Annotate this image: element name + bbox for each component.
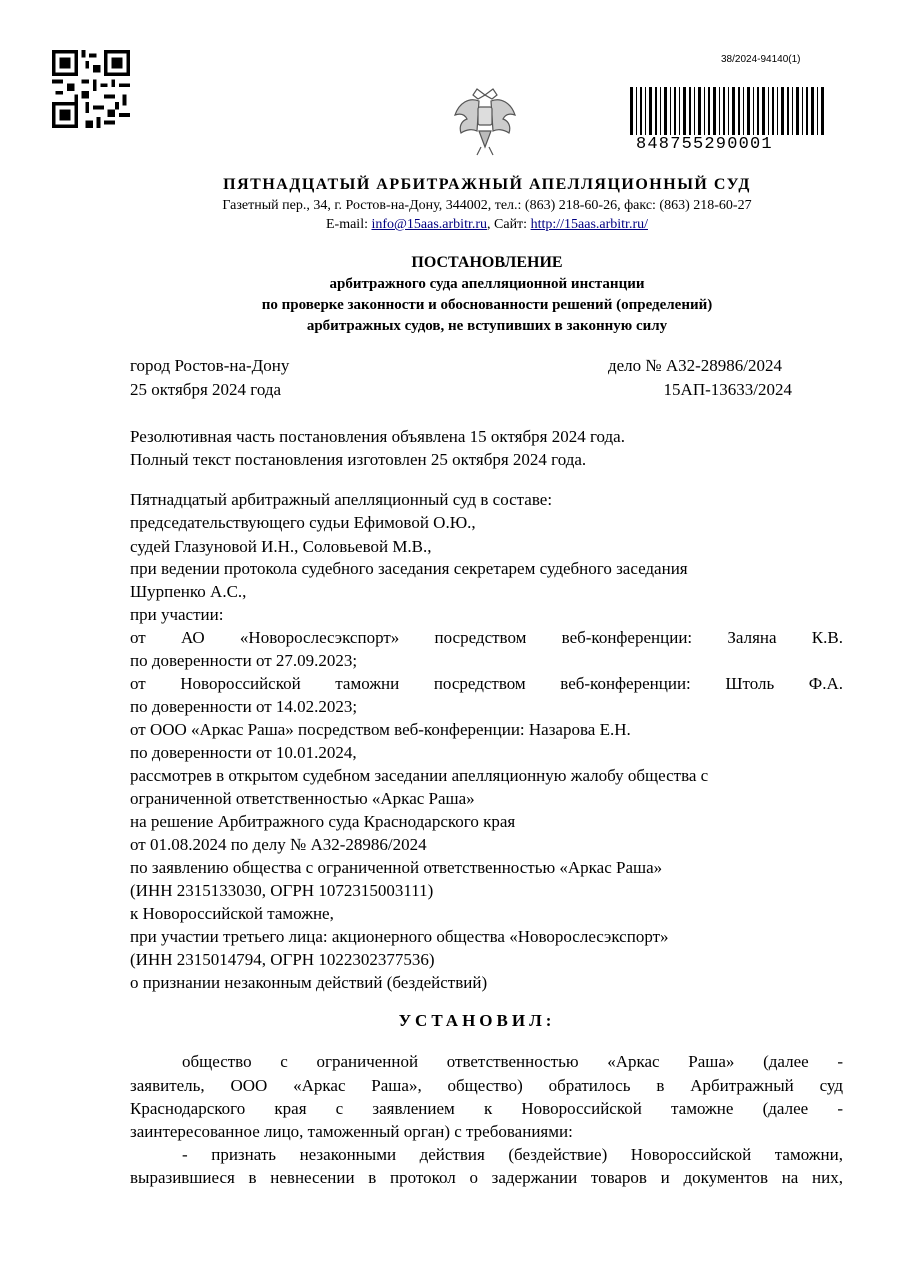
coat-of-arms-emblem-icon <box>451 85 519 157</box>
paragraph-line: заявитель, ООО «Аркас Раша», общество) обратилось в Арбитражный суд <box>130 1076 843 1095</box>
body-line: судей Глазуновой И.Н., Соловьевой М.В., <box>130 537 432 556</box>
body-line: (ИНН 2315133030, ОГРН 1072315003111) <box>130 881 434 900</box>
qr-code-icon <box>52 50 130 128</box>
paragraph-line: общество с ограниченной ответственностью «Аркас Раша» (далее - <box>182 1052 843 1071</box>
paragraph-line: заинтересованное лицо, таможенный орган) с требованиями: <box>130 1122 573 1141</box>
body-line: от ООО «Аркас Раша» посредством веб-конференции: Назарова Е.Н. <box>130 720 631 739</box>
section-heading: УСТАНОВИЛ: <box>398 1011 556 1030</box>
body-line: от Новороссийской таможни посредством веб-конференции: Штоль Ф.А. <box>130 674 843 693</box>
body-line: рассмотрев в открытом судебном заседании апелляционную жалобу общества с <box>130 766 709 785</box>
court-contacts <box>0 217 909 233</box>
body-line: по доверенности от 14.02.2023; <box>130 697 358 716</box>
paragraph-line: Краснодарского края с заявлением к Новороссийской таможне (далее - <box>130 1099 843 1118</box>
paragraph-line: выразившиеся в невнесении в протокол о задержании товаров и документов на них, <box>130 1168 843 1187</box>
document-title: ПОСТАНОВЛЕНИЕ <box>411 254 563 271</box>
document-subtitle-3: арбитражных судов, не вступивших в законную силу <box>306 318 668 334</box>
announce-line: Полный текст постановления изготовлен 25 октября 2024 года. <box>130 450 587 469</box>
email-label: E-mail: <box>325 217 372 232</box>
court-name: ПЯТНАДЦАТЫЙ АРБИТРАЖНЫЙ АПЕЛЛЯЦИОННЫЙ СУД <box>223 176 751 193</box>
body-line: к Новороссийской таможне, <box>130 904 334 923</box>
barcode-number: 848755290001 <box>636 135 773 154</box>
body-line: Пятнадцатый арбитражный апелляционный суд в составе: <box>130 490 553 509</box>
site-label: , Сайт: <box>487 217 531 232</box>
body-line: (ИНН 2315014794, ОГРН 1022302377536) <box>130 950 435 969</box>
body-line: при участии третьего лица: акционерного общества «Новорослесэкспорт» <box>130 927 669 946</box>
barcode-icon <box>628 87 826 141</box>
meta-city: город Ростов-на-Дону <box>130 356 290 375</box>
announce-line: Резолютивная часть постановления объявлена 15 октября 2024 года. <box>130 427 625 446</box>
body-line: Шурпенко А.С., <box>130 582 247 601</box>
paragraph-line: - признать незаконными действия (бездействие) Новороссийской таможни, <box>182 1145 843 1164</box>
body-line: о признании незаконным действий (бездействий) <box>130 973 488 992</box>
document-id: 38/2024-94140(1) <box>721 54 801 65</box>
document-subtitle-2: по проверке законности и обоснованности решений (определений) <box>261 297 713 313</box>
body-line: на решение Арбитражного суда Краснодарского края <box>130 812 516 831</box>
body-line: по доверенности от 10.01.2024, <box>130 743 357 762</box>
meta-date: 25 октября 2024 года <box>130 380 282 399</box>
meta-case-number: дело № А32-28986/2024 <box>607 356 782 375</box>
site-link[interactable]: http://15aas.arbitr.ru/ <box>530 217 648 232</box>
court-address: Газетный пер., 34, г. Ростов-на-Дону, 344002, тел.: (863) 218-60-26, факс: (863) 218-60-27 <box>222 198 752 213</box>
body-line: председательствующего судьи Ефимовой О.Ю., <box>130 513 476 532</box>
body-line: по заявлению общества с ограниченной ответственностью «Аркас Раша» <box>130 858 663 877</box>
body-line: при участии: <box>130 605 224 624</box>
document-subtitle-1: арбитражного суда апелляционной инстанции <box>329 276 645 292</box>
body-line: от 01.08.2024 по делу № А32-28986/2024 <box>130 835 427 854</box>
meta-appeal-number: 15АП-13633/2024 <box>663 380 792 399</box>
body-line: от АО «Новорослесэкспорт» посредством веб-конференции: Заляна К.В. <box>130 628 843 647</box>
body-line: ограниченной ответственностью «Аркас Раша» <box>130 789 475 808</box>
email-link[interactable]: info@15aas.arbitr.ru <box>371 217 488 232</box>
body-line: по доверенности от 27.09.2023; <box>130 651 358 670</box>
body-line: при ведении протокола судебного заседания секретарем судебного заседания <box>130 559 688 578</box>
